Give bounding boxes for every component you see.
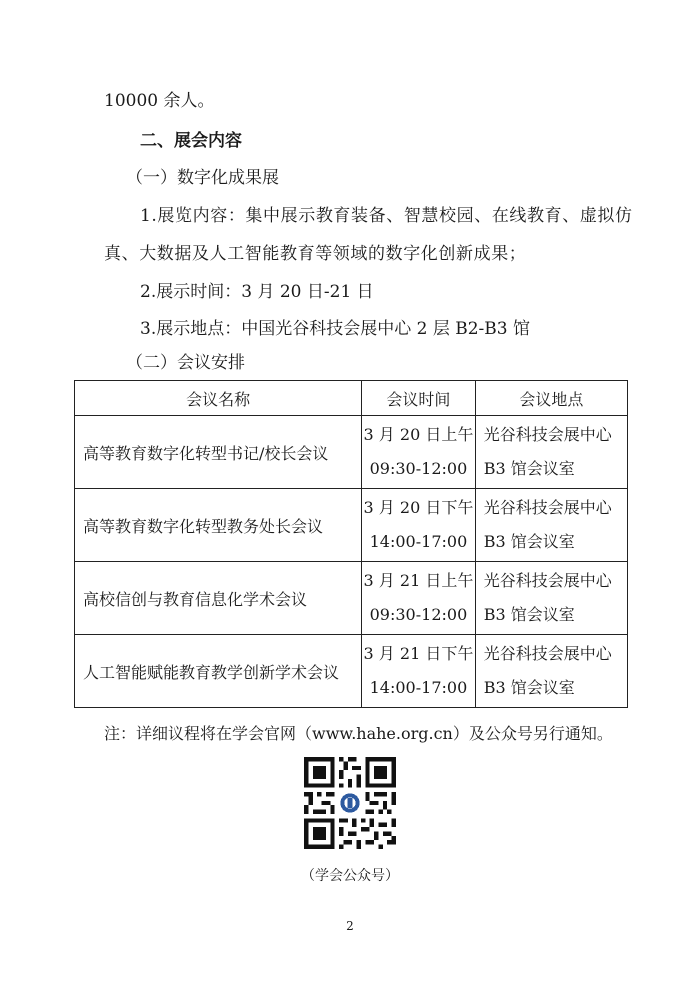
place-room: B3 馆会议室 [483, 532, 575, 551]
meeting-time [362, 416, 476, 489]
place-venue: 光谷科技会展中心 [483, 571, 612, 590]
exhibit-time: 2.展示时间：3 月 20 日-21 日 [140, 282, 374, 302]
subsection-heading: （一）数字化成果展 [126, 168, 279, 188]
header-place: 会议地点 [475, 381, 627, 416]
meeting-date: 3 月 21 日上午 [363, 571, 474, 590]
place-room: B3 馆会议室 [483, 605, 575, 624]
meeting-hours: 09:30-12:00 [369, 605, 468, 624]
subsection-heading-2: （二）会议安排 [126, 353, 245, 373]
meeting-date: 3 月 20 日下午 [363, 498, 474, 517]
place-venue: 光谷科技会展中心 [483, 498, 612, 517]
meeting-place [475, 489, 627, 562]
header-time: 会议时间 [362, 381, 476, 416]
meeting-date: 3 月 21 日下午 [363, 644, 474, 663]
meeting-name: 人工智能赋能教育教学创新学术会议 [75, 635, 362, 708]
meeting-date: 3 月 20 日上午 [363, 425, 474, 444]
meeting-time [362, 635, 476, 708]
meeting-name: 高校信创与教育信息化学术会议 [75, 562, 362, 635]
note-text: 注：详细议程将在学会官网（www.hahe.org.cn）及公众号另行通知。 [104, 724, 613, 743]
exhibit-content-line1: 1.展览内容：集中展示教育装备、智慧校园、在线教育、虚拟仿 [140, 206, 633, 226]
exhibit-content-line2: 真、大数据及人工智能教育等领域的数字化创新成果； [104, 244, 527, 264]
meeting-time [362, 489, 476, 562]
meeting-hours: 09:30-12:00 [369, 459, 468, 478]
table-row [75, 635, 628, 708]
paragraph-continuation: 10000 余人。 [104, 91, 215, 111]
qr-caption: （学会公众号） [301, 868, 399, 884]
meeting-place [475, 635, 627, 708]
table-row [75, 416, 628, 489]
exhibit-venue: 3.展示地点：中国光谷科技会展中心 2 层 B2-B3 馆 [140, 319, 531, 339]
meeting-schedule-table [74, 380, 628, 708]
table-row [75, 489, 628, 562]
place-venue: 光谷科技会展中心 [483, 644, 612, 663]
qr-code-icon [304, 757, 396, 849]
table-header-row [75, 381, 628, 416]
meeting-hours: 14:00-17:00 [369, 678, 468, 697]
header-name: 会议名称 [75, 381, 362, 416]
place-room: B3 馆会议室 [483, 459, 575, 478]
meeting-name: 高等教育数字化转型教务处长会议 [75, 489, 362, 562]
place-room: B3 馆会议室 [483, 678, 575, 697]
meeting-name: 高等教育数字化转型书记/校长会议 [75, 416, 362, 489]
page-number: 2 [346, 919, 354, 933]
meeting-hours: 14:00-17:00 [369, 532, 468, 551]
place-venue: 光谷科技会展中心 [483, 425, 612, 444]
meeting-place [475, 416, 627, 489]
table-row [75, 562, 628, 635]
meeting-place [475, 562, 627, 635]
section-heading: 二、展会内容 [140, 131, 242, 151]
meeting-time [362, 562, 476, 635]
